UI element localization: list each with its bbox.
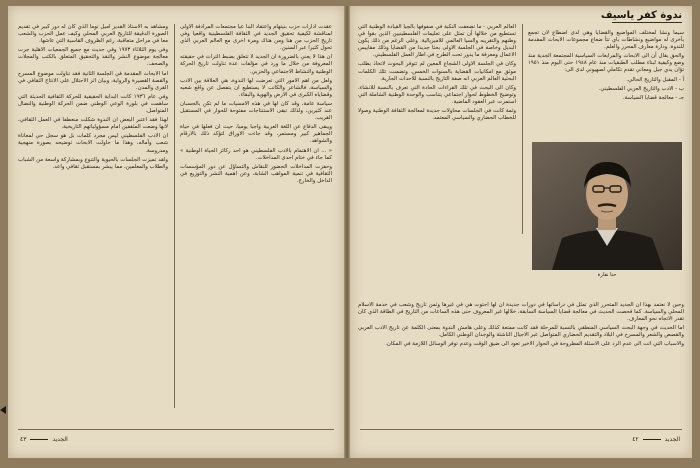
list-item: أ - المقبل والتاريخ الحالي.: [626, 76, 684, 83]
paragraph: وفي يوم الثلاثاء ١٩٧٣ وفي حديث مع جميع الجمعيات الاهلية جرت معالجة موضوع النشر والنقد والتحقيق المتعلق بالكتب والمجلات والصحف.: [18, 47, 168, 68]
page-number: ٤٢: [632, 435, 639, 443]
left-page-column-right: [180, 24, 332, 410]
list-item: جـ - معالجة قضايا السياسة.: [622, 94, 684, 101]
paragraph: وثمة كانت في الجلسات محاولات جديدة لمعالجة الثقافة الوطنية وصولا للخطاب الحضاري والسياسي المعتمد.: [358, 108, 516, 122]
page-number: ٤٣: [20, 435, 27, 443]
paragraph: والحق يقال أن الى الابحاث والمرابعات السياسية المجتمعة الجدية منذ وضع وكيفية لبناء مطلب الطبقيات منذ عام ١٩٤٨ حتى اليوم منذ ١٩٥١ تؤان يدي جيل ومعاني تقدم تكاملي لصهيوني لدى الى:: [528, 53, 684, 74]
right-page-column-bottom: [358, 302, 684, 414]
left-page: [8, 6, 344, 458]
column-divider: [522, 24, 523, 234]
right-page: [350, 6, 692, 458]
right-page-column-main: [528, 30, 684, 140]
article-title: ندوة كفر ياسيف: [600, 10, 682, 21]
left-page-column-left: [18, 24, 168, 410]
column-divider: [174, 24, 175, 408]
list-item: ب - الادب والتاريخ العربي الفلسطيني.: [598, 85, 684, 92]
paragraph: ان الادب الفلسطيني ليس مجرد كلمات بل هو سجل حي لمعاناة شعب وآماله، وهذا ما حاولت الابحاث توضيحه بصورة منهجية ومدروسة.: [18, 133, 168, 154]
footer-rule: [18, 429, 334, 430]
paragraph: اما الابحاث المقدمة في الجلسة الثانية فقد تناولت موضوع المسرح والقصة القصيرة والرواية، وبيان اثر الاحتلال على الانتاج الثقافي في القرى والمدن.: [18, 70, 168, 91]
paragraph: لهذا فقد اعتبر البعض ان الندوة شكلت منعطفا في العمل الثقافي، لانها وضعت المثقفين امام مسؤولياتهم التاريخية.: [18, 117, 168, 131]
quote-paragraph: « ... ان الاهتمام بالادب الفلسطيني هو احد ركائز الحياة الوطنية » كما جاء في ختام احدى المداخلات.: [180, 147, 332, 161]
magazine-name: الجديد: [664, 435, 680, 443]
paragraph: والاسباب التي اتت الى عدم الرد على الاسئلة المطروحة في الحوار الاخير تعود الى ضيق الوقت وعدم توفر الوسائل اللازمة في المكان.: [385, 341, 684, 348]
right-page-column-second: [358, 24, 516, 234]
paragraph: عقدت ادارات حزب بنيتهام واعتقاد البنا عيا مجتمعات المرادفة الاولى لمناقشة لكيفية تحقيق الجديد في الثقافة الفلسطينية واقعيا وفي تاريخ الحزب من هنا ومن هناك ومرة اخرى مع العالم العربي الذي تحول كثيرا عبر السنين.: [180, 24, 332, 52]
paragraph: ولقد تميزت الجلسات بالحيوية والتنوع وبمشاركة واسعة من الشباب والطلاب والمعلمين، مما يبشر بمستقبل ثقافي واعد.: [18, 156, 168, 170]
paragraph: ان هذا لا يعني بالضرورة ان الجديد لا تتعلق بضبط التراث في حقيقته المعروفة من خلال ما ورد في مؤلفات عدة تناولت تاريخ الحركة الوطنية والنشاط الاجتماعي والحزبي.: [180, 54, 332, 75]
paragraph: وفي عام ١٩٣٦ كانت البداية الحقيقية للحركة الثقافية الحديثة التي ساهمت في بلورة الوعي الوطني ضمن الحركة الوطنية والنضال المتواصل.: [18, 93, 168, 115]
right-page-footer: [632, 434, 680, 444]
paragraph: وكان في الجلسة الاولى الشجاع المعين لم تتوفر البحوث لاتخاذ بطلب موثق مع امكانيات القضاية بالسنوات الخمس. وتضمنت تلك الكلمات البحثية العالم العربي انه صفة التاريخ بالنسبة للاحداث الجارية.: [358, 61, 516, 82]
paragraph: وحين لا نعتمد بهذا ان الجديد المتحرر الذي تمثل في دراساتها في دورات جديدة ان لها احتوت هي في غيرها وثمن تاريخ وشعب في خدمة الاسلام المحلي والسياسة. كما فحصت الحديث في معالجة قضايا السياسة السابقة، خلالها غير المعروف حتى هذه الساعات من التاريخ في الطاقة الذي كان تقدر الاتجاه نحو المعارف.: [358, 302, 684, 323]
paragraph: اما الحديث في وجهة البحث السياسي المنطقي بالنسبة للمرحلة فقد كانت ممتعة كذلك وعلى هامش الندوة بمعنى الكلمة عن تاريخ الادب العربي والقصص والشعر والمسرح في البلاد والتقديم الحضاري المتواصل عبر الاجيال الناشئة والوجدان الوطني الكامل.: [358, 325, 684, 339]
left-page-footer: [20, 434, 68, 444]
magazine-name: الجديد: [52, 435, 68, 443]
footer-dash: [30, 439, 48, 440]
paragraph: العالم العربي - ما تضعفت النكبة في صفوفها بالجيا القيادة الوطنية التي تستطيع من خلالها أن تمثل على تعليمات الفلسطينيين الذين بقوا في وطنهم والتقريبه والسيا العالمي للامبريالية. وعلى الرغم من ذلك يكون البديل وخاصة في الجلسة الاولى بحثا جديدا من القضايا وذلك مقاييس الاعمال ومعرفة ما يدور تحت الطرح في اطار العمل الفلسطيني.: [358, 24, 516, 59]
paragraph: وحفزت المداخلات الحضور للنقاش والتساؤل عن دور المؤسسات الثقافية في تنمية المواهب الشابة، وعن اهمية النشر والتوزيع في الداخل والخارج.: [180, 163, 332, 184]
paragraph: ويبقى الدفاع عن اللغة العربية واجبا يوميا، حيث ان فعلها في حياة الجماهير كبير ومستمر، وقد جاءت الاوراق لتؤكد ذلك بالارقام والشواهد.: [180, 124, 332, 145]
portrait-illustration: [532, 142, 682, 270]
arrow-left-icon[interactable]: [0, 406, 6, 414]
portrait-photo: [532, 142, 682, 270]
photo-caption: حنا نقارة: [597, 272, 617, 278]
paragraph: سياسة عامة، وقد كان لها في هذه الامسيات ما لم تكن بالحسبان عند كثيرين، ولذلك تبقى الاستنتاجات مفتوحة للحوار في المستقبل القريب.: [180, 100, 332, 122]
paragraph: ولعل من اهم الامور التي تعرضت لها الندوة، هي العلاقة بين الادب والسياسة، فالشاعر والكاتب لا يستطيع ان ينفصل عن واقع شعبه وقضاياه الكبرى في الارض والهوية والبقاء.: [180, 77, 332, 98]
paragraph: سيما ونشأ لمختلف المواضيع والقضايا وهي لدى اضطاع لان تجمع بأخرى له مواضيع ونشاطات باي تتأ ضعاع مجموعات الابحاث المقدمة للندوة. ودارة معارف المحرر والعلم.: [528, 30, 684, 51]
paragraph: وكان الى البحث في تلك القراءات الحادة التي تعرف بالنسبة للانشاء، وتوضيح الخطوط لحوار اجتماعي يتناسب والوحدة الوطنية الشاملة التي استمرت عبر العقود الماضية.: [358, 84, 516, 105]
paragraph: ومشاهد به الاستاذ القدير أميل توما الذي كان له دور كبير في تقديم الصورة الدقيقة للتاريخ العربي المحلي وكيف عمل الحزب والشعب معا في مراحل متعاقبة، رغم الظروف القاسية التي عاشها.: [18, 24, 168, 45]
footer-rule: [360, 429, 682, 430]
footer-dash: [643, 439, 661, 440]
